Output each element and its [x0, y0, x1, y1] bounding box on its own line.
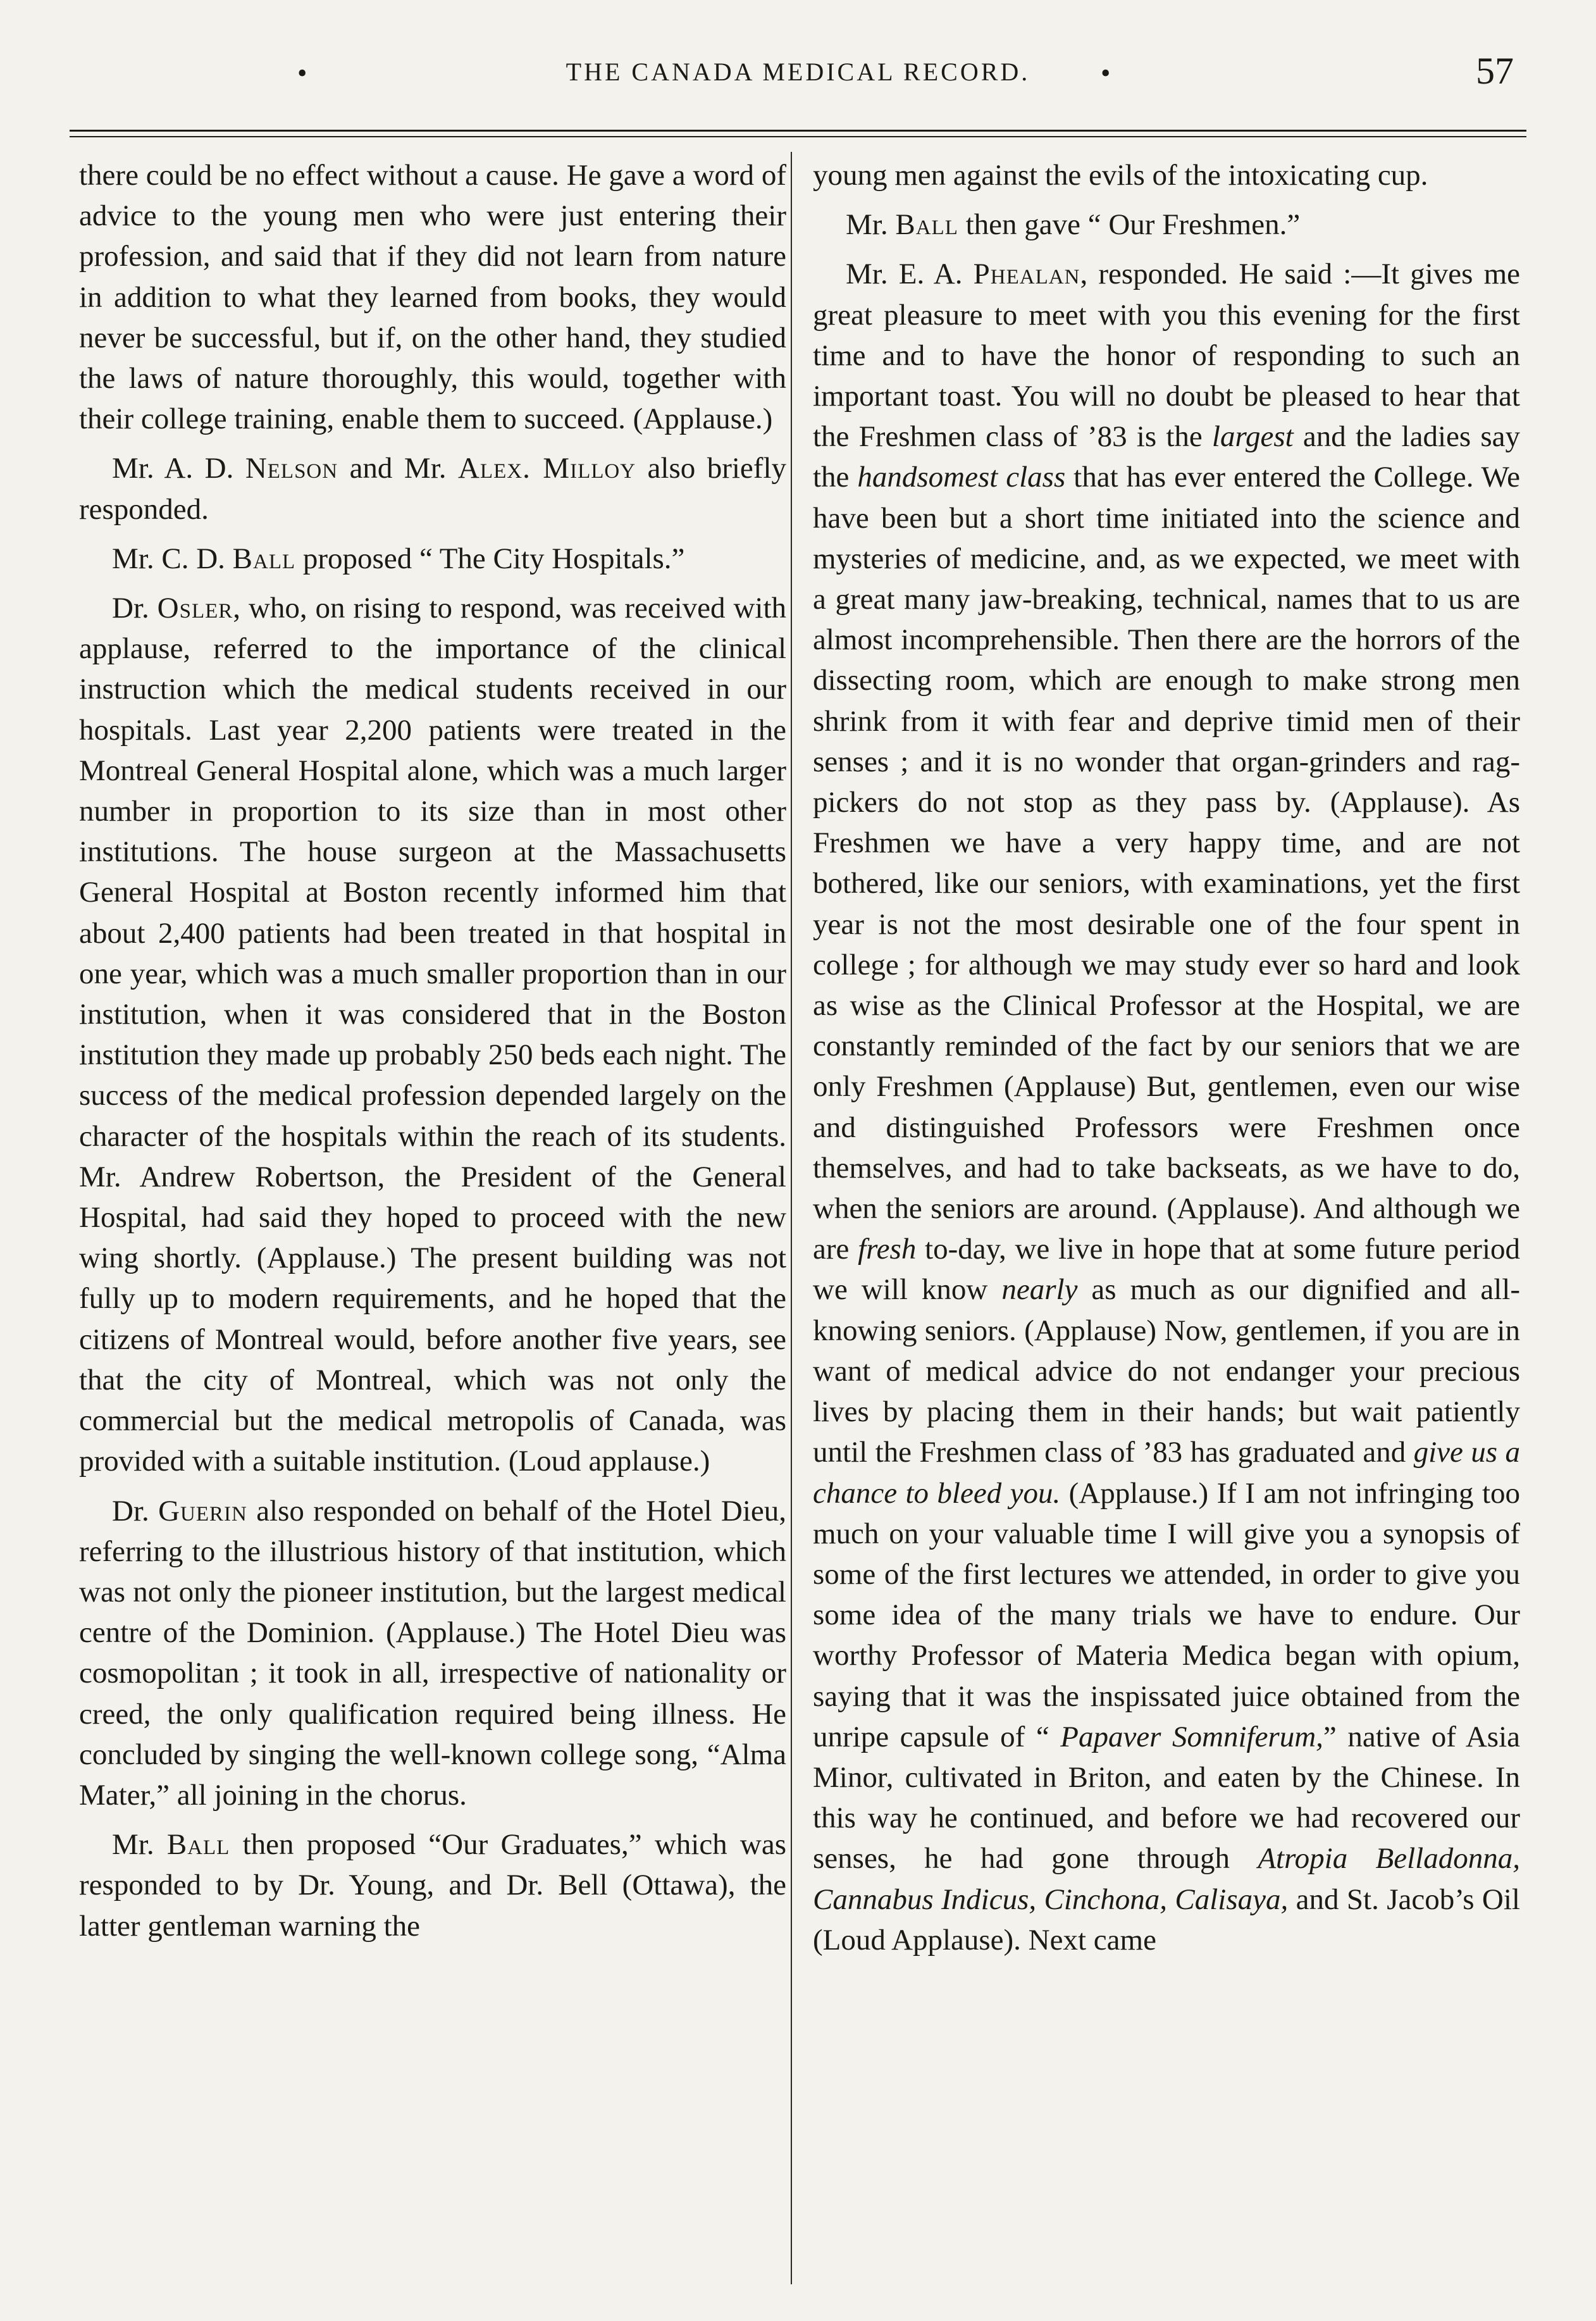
paragraph: Mr. C. D. Ball proposed “ The City Hospitals.” — [112, 542, 685, 575]
speaker-name: Ball — [232, 542, 296, 575]
right-column — [813, 155, 1520, 1969]
paragraph: Dr. Guerin also responded on behalf of the Hotel Dieu, referring to the illustrious history of that institution, which was not only the pioneer institution, but the largest medical centre of the Dominion. (Applause.) The Hotel Dieu was cosmopolitan ; it took in all, irrespective of nationality or creed, the only qualification required being illness. He concluded by singing the well-known college song, “Alma Mater,” all joining in the chorus. — [79, 1494, 786, 1812]
speaker-name: Nelson — [245, 452, 338, 485]
ornament-dot-left: • — [297, 58, 307, 89]
speaker-name: Alex. Milloy — [457, 452, 636, 485]
journal-title: THE CANADA MEDICAL RECORD. — [566, 58, 1030, 86]
italic-text: Papaver Somniferum, — [1060, 1720, 1323, 1753]
speaker-name: Guerin — [158, 1494, 247, 1528]
italic-text: handsomest class — [857, 461, 1066, 494]
paragraph: Mr. A. D. Nelson and Mr. Alex. Milloy also briefly responded. — [79, 452, 786, 526]
paragraph: Mr. E. A. Phealan, responded. He said :—It gives me great pleasure to meet with you this evening for the first time and to have the honor of responding to such an important toast. You will no doubt be pleased to hear that the Freshmen class of ’83 is the largest and the ladies say the handsomest class that has ever entered the College. We have been but a short time initiated into the science and mysteries of medicine, and, as we expected, we meet with a great many jaw-breaking, technical, names that to us are almost incomprehensible. Then there are the horrors of the dissecting room, which are enough to make strong men shrink from it with fear and deprive timid men of their senses ; and it is no wonder that organ-grinders and rag-pickers do not stop as they pass by. (Applause). As Freshmen we have a very happy time, and are not bothered, like our seniors, with examinations, yet the first year is not the most desirable one of the four spent in college ; for although we may study ever so hard and look as wise as the Clinical Professor at the Hospital, we are constantly reminded of the fact by our seniors that we are only Freshmen (Applause) But, gentlemen, even our wise and distinguished Professors were Freshmen once themselves, and had to take backseats, as we have to do, when the seniors are around. (Applause). And although we are fresh to-day, we live in hope that at some future period we will know nearly as much as our dignified and all-knowing seniors. (Applause) Now, gentlemen, if you are in want of medical advice do not endanger your precious lives by placing them in their hands; but wait patiently until the Freshmen class of ’83 has graduated and give us a chance to bleed you. (Applause.) If I am not infringing too much on your valuable time I will give you a synopsis of some of the first lectures we attended, in order to give you some idea of the many trials we have to endure. Our worthy Professor of Materia Medica began with opium, saying that it was the inspissated juice obtained from the unripe capsule of “ Papaver Somniferum,” native of Asia Minor, cultivated in Briton, and eaten by the Chinese. In this way he continued, and before we had recovered our senses, he had gone through Atropia Belladonna, Cannabus Indicus, Cinchona, Calisaya, and St. Jacob’s Oil (Loud Applause). Next came — [813, 258, 1521, 1957]
header-rule — [70, 130, 1526, 132]
page-number: 57 — [1476, 50, 1514, 92]
paragraph: young men against the evils of the intoxicating cup. — [813, 159, 1428, 192]
italic-text: Atropia Belladonna, Cannabus Indicus, Cinchona, Calisaya, — [813, 1842, 1520, 1916]
italic-text: largest — [1211, 420, 1294, 454]
paragraph: Dr. Osler, who, on rising to respond, was received with applause, referred to the importance of the clinical instruction which the medical students received in our hospitals. Last year 2,200 patients were treated in the Montreal General Hospital alone, which was a much larger number in proportion to its size than in most other institutions. The house surgeon at the Massachusetts General Hospital at Boston recently informed him that about 2,400 patients had been treated in that hospital in one year, which was a much smaller proportion than in our institution, when it was considered that in the Boston institution they made up probably 250 beds each night. The success of the medical profession depended largely on the character of the hospitals within the reach of its students. Mr. Andrew Robertson, the President of the General Hospital, had said they hoped to proceed with the new wing shortly. (Applause.) The present building was not fully up to modern requirements, and he hoped that the citizens of Montreal would, before another five years, see that the city of Montreal, which was not only the commercial but the medical metropolis of Canada, was provided with a suitable institution. (Loud applause.) — [79, 592, 787, 1478]
column-divider — [791, 152, 792, 2284]
running-header — [70, 44, 1526, 114]
speaker-name: Ball — [166, 1828, 230, 1862]
left-column — [79, 155, 786, 1955]
paragraph: Mr. Ball then proposed “Our Graduates,” which was responded to by Dr. Young, and Dr. Bell (Ottawa), the latter gentleman warning the — [79, 1828, 787, 1943]
header-rule-thin — [70, 136, 1526, 137]
paragraph: there could be no effect without a cause. He gave a word of advice to the young men who were just entering their profession, and said that if they did not learn from nature in addition to what they learned from books, they would never be successful, but if, on the other hand, they studied the laws of nature thoroughly, this would, together with their college training, enable them to succeed. (Applause.) — [79, 159, 786, 436]
italic-text: fresh — [858, 1233, 917, 1266]
ornament-dot-right: • — [1101, 58, 1111, 89]
speaker-name: Ball — [895, 208, 958, 242]
speaker-name: Phealan — [973, 258, 1080, 291]
paragraph: Mr. Ball then gave “ Our Freshmen.” — [846, 208, 1301, 242]
italic-text: give us a chance to bleed you. — [813, 1436, 1520, 1510]
italic-text: nearly — [1001, 1273, 1078, 1307]
speaker-name: Osler — [157, 592, 233, 625]
